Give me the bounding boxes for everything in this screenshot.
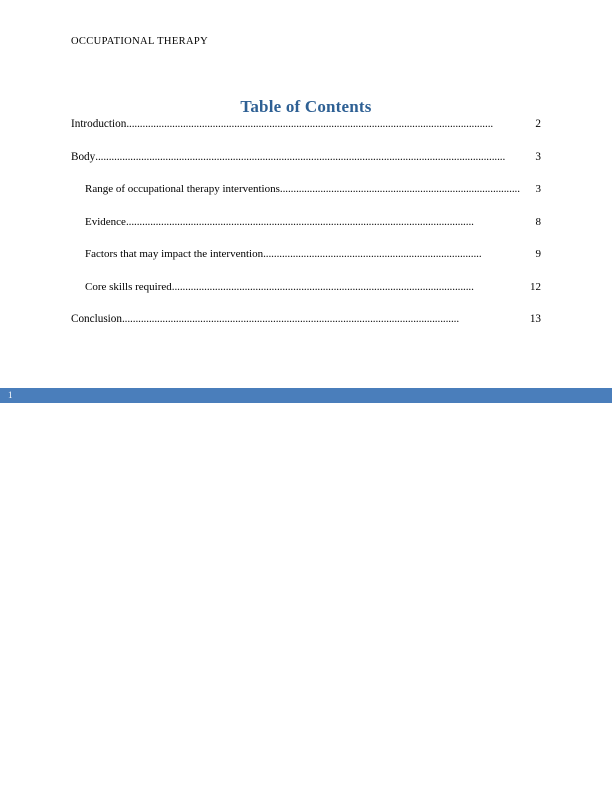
toc-entry-label: Body [71,150,96,163]
table-of-contents [71,118,541,346]
toc-entry-body[interactable] [71,151,541,163]
toc-entry-page: 3 [535,183,541,195]
toc-entry-range-of-occupational-therapy-interventions[interactable] [71,183,541,195]
footer-bar [0,388,612,403]
toc-leader-dots: ........................................................................................................................................................ [95,150,506,163]
toc-entry-page: 3 [535,150,541,163]
running-header: OCCUPATIONAL THERAPY [71,36,209,47]
toc-entry-factors-that-may-impact-the-intervention[interactable] [71,248,541,260]
toc-entry-label: Evidence [85,215,126,228]
toc-leader-dots: ........................................................................................................................................ [126,118,494,130]
toc-leader-dots: ................................................................................................................ [171,280,474,293]
toc-entry-page: 2 [535,118,541,130]
page-title: Table of Contents [240,97,372,116]
toc-entry-label: Range of occupational therapy interventions [85,183,280,195]
toc-entry-label: Conclusion [71,313,122,325]
toc-entry-page: 9 [535,248,541,260]
toc-entry-page: 12 [530,280,541,293]
toc-entry-page: 13 [529,313,541,325]
toc-entry-label: Factors that may impact the intervention [85,248,264,260]
toc-entry-conclusion[interactable] [71,313,541,325]
toc-entry-core-skills-required[interactable] [71,281,541,293]
toc-entry-introduction[interactable] [71,118,541,130]
footer-page-number: 1 [8,390,13,400]
toc-leader-dots: ......................................................................................... [279,183,520,195]
toc-leader-dots: ............................................................................................................................. [121,313,460,325]
toc-entry-label: Core skills required [85,280,172,293]
toc-entry-label: Introduction [71,118,127,130]
toc-leader-dots: ................................................................................. [263,248,482,260]
toc-leader-dots: ................................................................................................................................. [125,215,474,228]
toc-entry-page: 8 [535,215,541,228]
toc-entry-evidence[interactable] [71,216,541,228]
